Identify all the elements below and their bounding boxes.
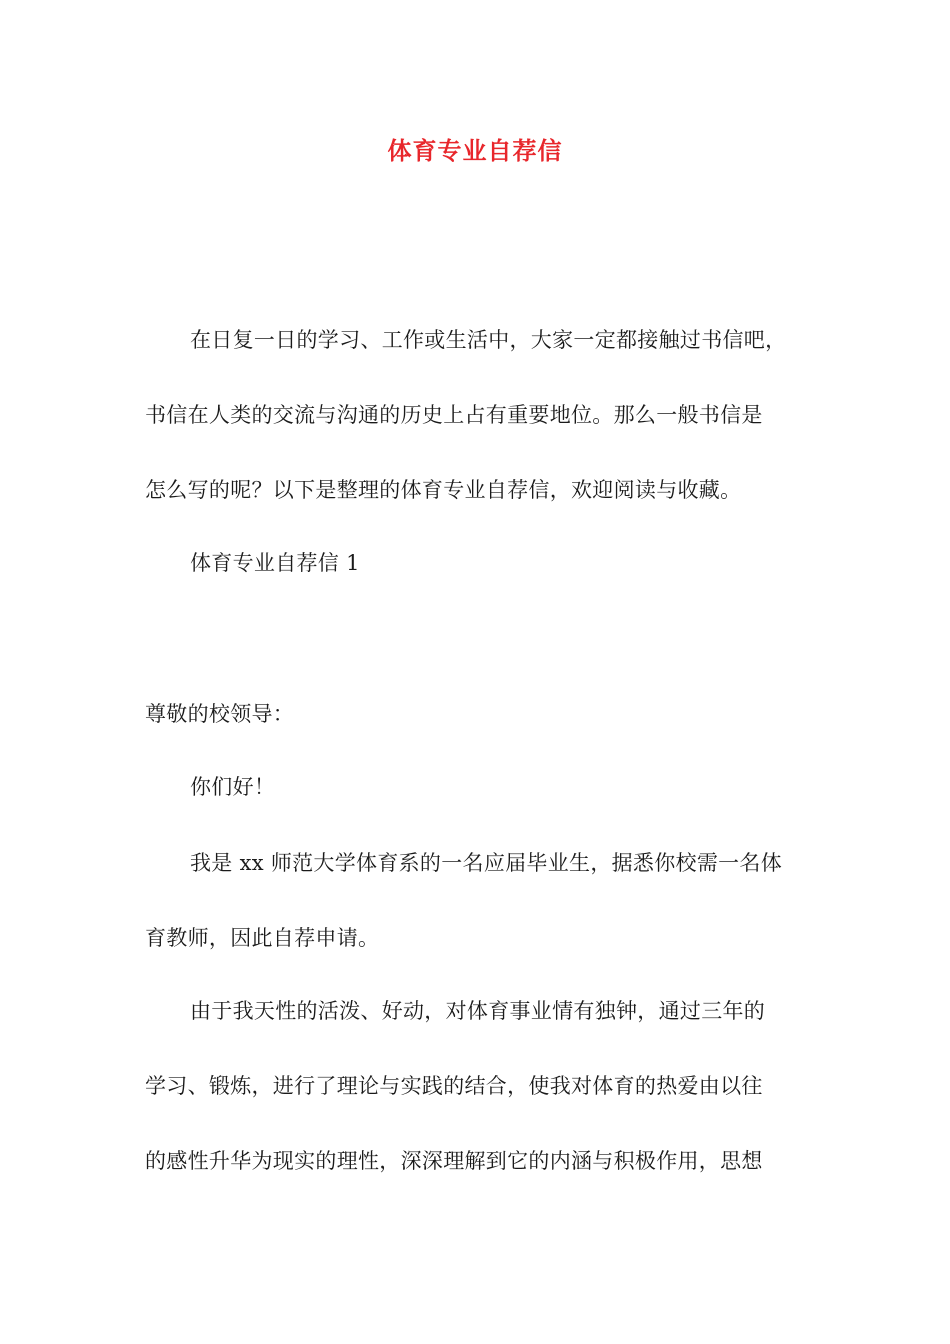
- paragraph-line: 学习、锻炼，进行了理论与实践的结合，使我对体育的热爱由以往: [145, 1074, 763, 1098]
- paragraph-line: 由于我天性的活泼、好动，对体育事业情有独钟，通过三年的: [190, 999, 766, 1023]
- paragraph-line: 育教师，因此自荐申请。: [145, 926, 380, 950]
- paragraph-line: 的感性升华为现实的理性，深深理解到它的内涵与积极作用，思想: [145, 1149, 763, 1173]
- greeting: 你们好！: [190, 775, 276, 799]
- document-title: 体育专业自荐信: [387, 136, 563, 165]
- section-heading: 体育专业自荐信 1: [190, 551, 360, 575]
- salutation: 尊敬的校领导：: [145, 702, 295, 726]
- paragraph-line: 我是 xx 师范大学体育系的一名应届毕业生，据悉你校需一名体: [190, 851, 783, 875]
- paragraph-line: 书信在人类的交流与沟通的历史上占有重要地位。那么一般书信是: [145, 403, 763, 427]
- paragraph-line: 怎么写的呢？以下是整理的体育专业自荐信，欢迎阅读与收藏。: [145, 478, 742, 502]
- paragraph-line: 在日复一日的学习、工作或生活中，大家一定都接触过书信吧，: [190, 328, 787, 352]
